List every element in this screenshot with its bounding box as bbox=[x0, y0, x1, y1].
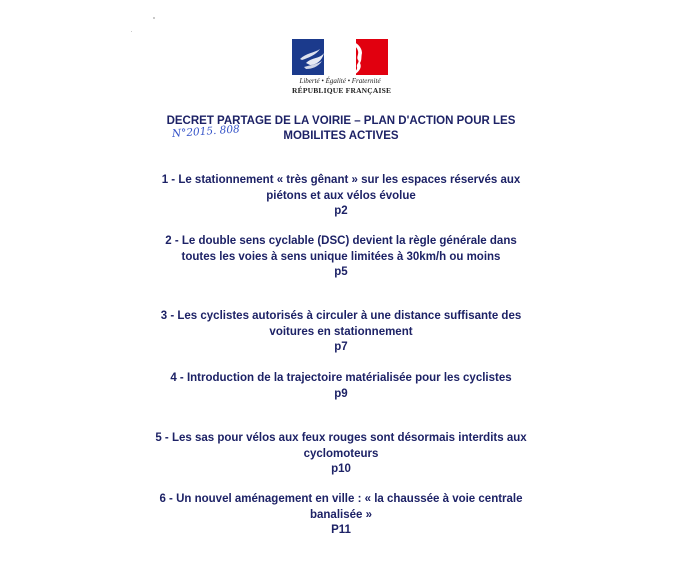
marianne-logo bbox=[292, 39, 392, 95]
republic-motto: Liberté • Égalité • Fraternité bbox=[299, 77, 381, 85]
item-page-ref: p10 bbox=[331, 463, 351, 475]
item-text: 4 - Introduction de la trajectoire matérialisée pour les cyclistes bbox=[170, 372, 512, 384]
list-item bbox=[150, 492, 532, 539]
list-item bbox=[150, 234, 532, 281]
handwritten-decree-number: N°2015. 808 bbox=[171, 123, 241, 140]
item-page-ref: p9 bbox=[334, 387, 348, 400]
item-text: 1 - Le stationnement « très gênant » sur les espaces réservés aux piétons et aux vélos évolue bbox=[161, 174, 521, 202]
item-page-ref: p2 bbox=[334, 205, 348, 217]
list-item bbox=[150, 431, 532, 478]
list-item bbox=[150, 309, 532, 356]
document-title: DECRET PARTAGE DE LA VOIRIE – PLAN D'ACTION POUR LES MOBILITES ACTIVES bbox=[166, 115, 516, 142]
scan-speck bbox=[153, 17, 155, 19]
republique-francaise-label: RÉPUBLIQUE FRANÇAISE bbox=[292, 86, 392, 95]
item-page-ref: P11 bbox=[331, 524, 351, 536]
marianne-emblem-icon bbox=[292, 39, 388, 75]
item-page-ref: p5 bbox=[334, 266, 348, 278]
scan-speck bbox=[131, 31, 132, 32]
list-item bbox=[150, 173, 532, 220]
item-text: 2 - Le double sens cyclable (DSC) devient la règle générale dans toutes les voies à sens unique limitées à 30km/h ou moins bbox=[165, 235, 517, 263]
item-page-ref: p7 bbox=[334, 341, 348, 353]
item-text: 5 - Les sas pour vélos aux feux rouges sont désormais interdits aux cyclomoteurs bbox=[155, 432, 527, 460]
item-text: 3 - Les cyclistes autorisés à circuler à une distance suffisante des voitures en stationnement bbox=[160, 310, 522, 338]
list-item bbox=[150, 371, 532, 402]
item-text: 6 - Un nouvel aménagement en ville : « la chaussée à voie centrale banalisée » bbox=[159, 493, 523, 521]
